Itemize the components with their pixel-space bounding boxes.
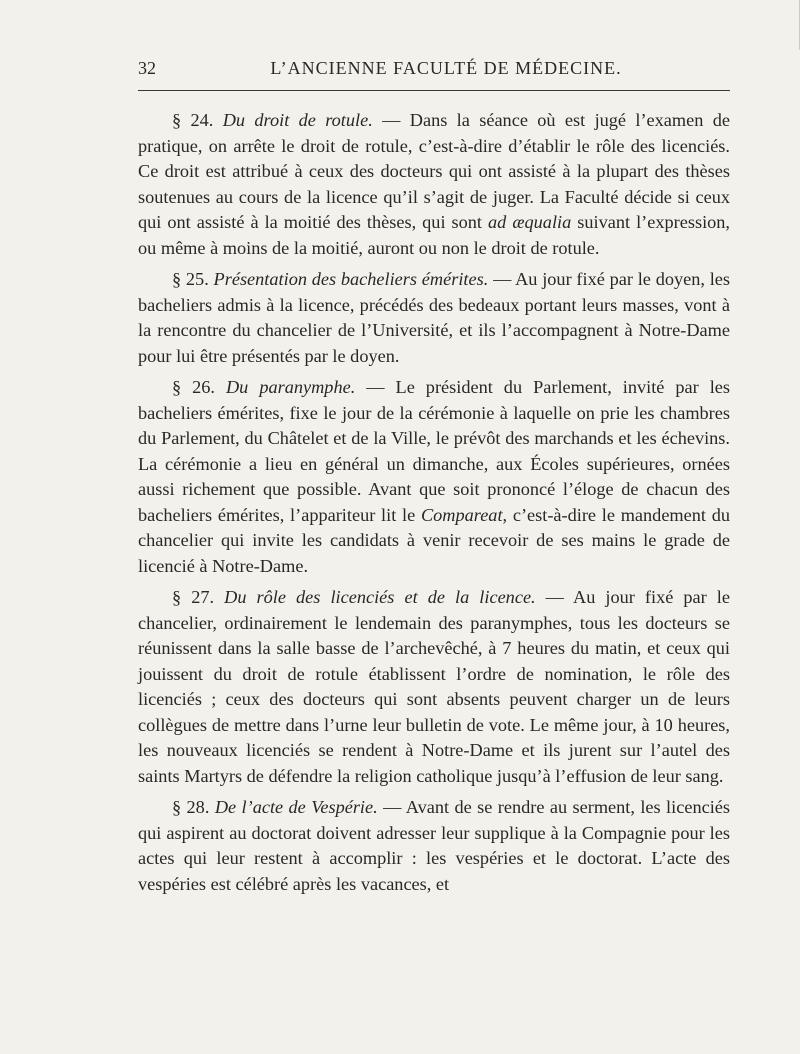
- section-mark: § 26.: [172, 377, 215, 397]
- section-title: Du droit de rotule.: [222, 110, 373, 130]
- section-title: Présentation des bacheliers émérites.: [213, 269, 489, 289]
- section-mark: § 24.: [172, 110, 214, 130]
- section-mark: § 25.: [172, 269, 209, 289]
- page-header: [138, 56, 730, 80]
- section-mark: § 28.: [172, 797, 210, 817]
- paragraph-24: [138, 108, 730, 261]
- paragraph-27: [138, 585, 730, 789]
- scan-edge: [790, 0, 800, 50]
- section-title: Du rôle des licenciés et de la licence.: [224, 587, 536, 607]
- page-body: [138, 108, 730, 903]
- section-title: De l’acte de Vespérie.: [214, 797, 378, 817]
- paragraph-text: — Le président du Parlement, invité par les bacheliers émérites, fixe le jour de la cérémonie à laquelle on prie les chambres du Parlement, du Châtelet et de la Ville, le prévôt des marchands et les échevins. La cérémonie a lieu en général un dimanche, aux Écoles supérieures, ornées aussi richement que possible. Avant que soit prononcé l’éloge de chacun des bacheliers émérites, l’appariteur lit le: [138, 377, 731, 525]
- paragraph-25: [138, 267, 730, 369]
- header-rule: [138, 90, 730, 91]
- section-title: Du paranymphe.: [225, 377, 356, 397]
- paragraph-text: — Dans la séance où est jugé l’examen de pratique, on arrête le droit de rotule, c’est-à-dire d’établir le rôle des licenciés. Ce droit est attribué à ceux des docteurs qui ont assisté à la plupart des thèses soutenues au cours de la licence qu’il s’agit de juger. La Faculté décide si ceux qui ont assisté à la moitié des thèses, qui sont: [138, 110, 731, 232]
- latin-phrase: ad æqualia: [488, 212, 572, 232]
- latin-phrase: Compareat: [420, 504, 503, 525]
- page-number: 32: [138, 58, 156, 78]
- paragraph-28: [138, 795, 730, 897]
- paragraph-text: — Au jour fixé par le doyen, les bacheliers admis à la licence, précédés des bedeaux portant leurs masses, vont à la rencontre du chancelier de l’Université, et ils l’accompagnent à Notre-Dame pour lui être présentés par le doyen.: [138, 269, 731, 366]
- paragraph-text: — Avant de se rendre au serment, les licenciés qui aspirent au doctorat doivent adresser leur supplique à la Compagnie pour les actes qui leur restent à accomplir : les vespéries et le doctorat. L’acte des vespéries est célébré après les vacances, et: [138, 797, 731, 894]
- paragraph-text: — Au jour fixé par le chancelier, ordinairement le lendemain des paranymphes, tous les docteurs se réunissent dans la salle basse de l’archevêché, à 7 heures du matin, et ceux qui jouissent du droit de rotule établissent l’ordre de nomination, le rôle des licenciés ; ceux des docteurs qui sont absents peuvent charger un de leurs collègues de mettre dans l’urne leur bulletin de vote. Le même jour, à 10 heures, les nouveaux licenciés se rendent à Notre-Dame et ils jurent sur l’autel des saints Martyrs de défendre la religion catholique jusqu’à l’effusion de leur sang.: [138, 587, 730, 786]
- section-mark: § 27.: [172, 587, 215, 607]
- paragraph-26: [138, 375, 730, 579]
- paragraph-text-end: suivant l’expression, ou même à moins de la moitié, auront ou non le droit de rotule.: [138, 212, 731, 258]
- paragraph-text-end: , c’est-à-dire le mandement du chancelier qui invite les candidats à venir recevoir de ses mains le grade de licencié à Notre-Dame.: [138, 504, 730, 576]
- running-title: L’ANCIENNE FACULTÉ DE MÉDECINE.: [270, 58, 622, 78]
